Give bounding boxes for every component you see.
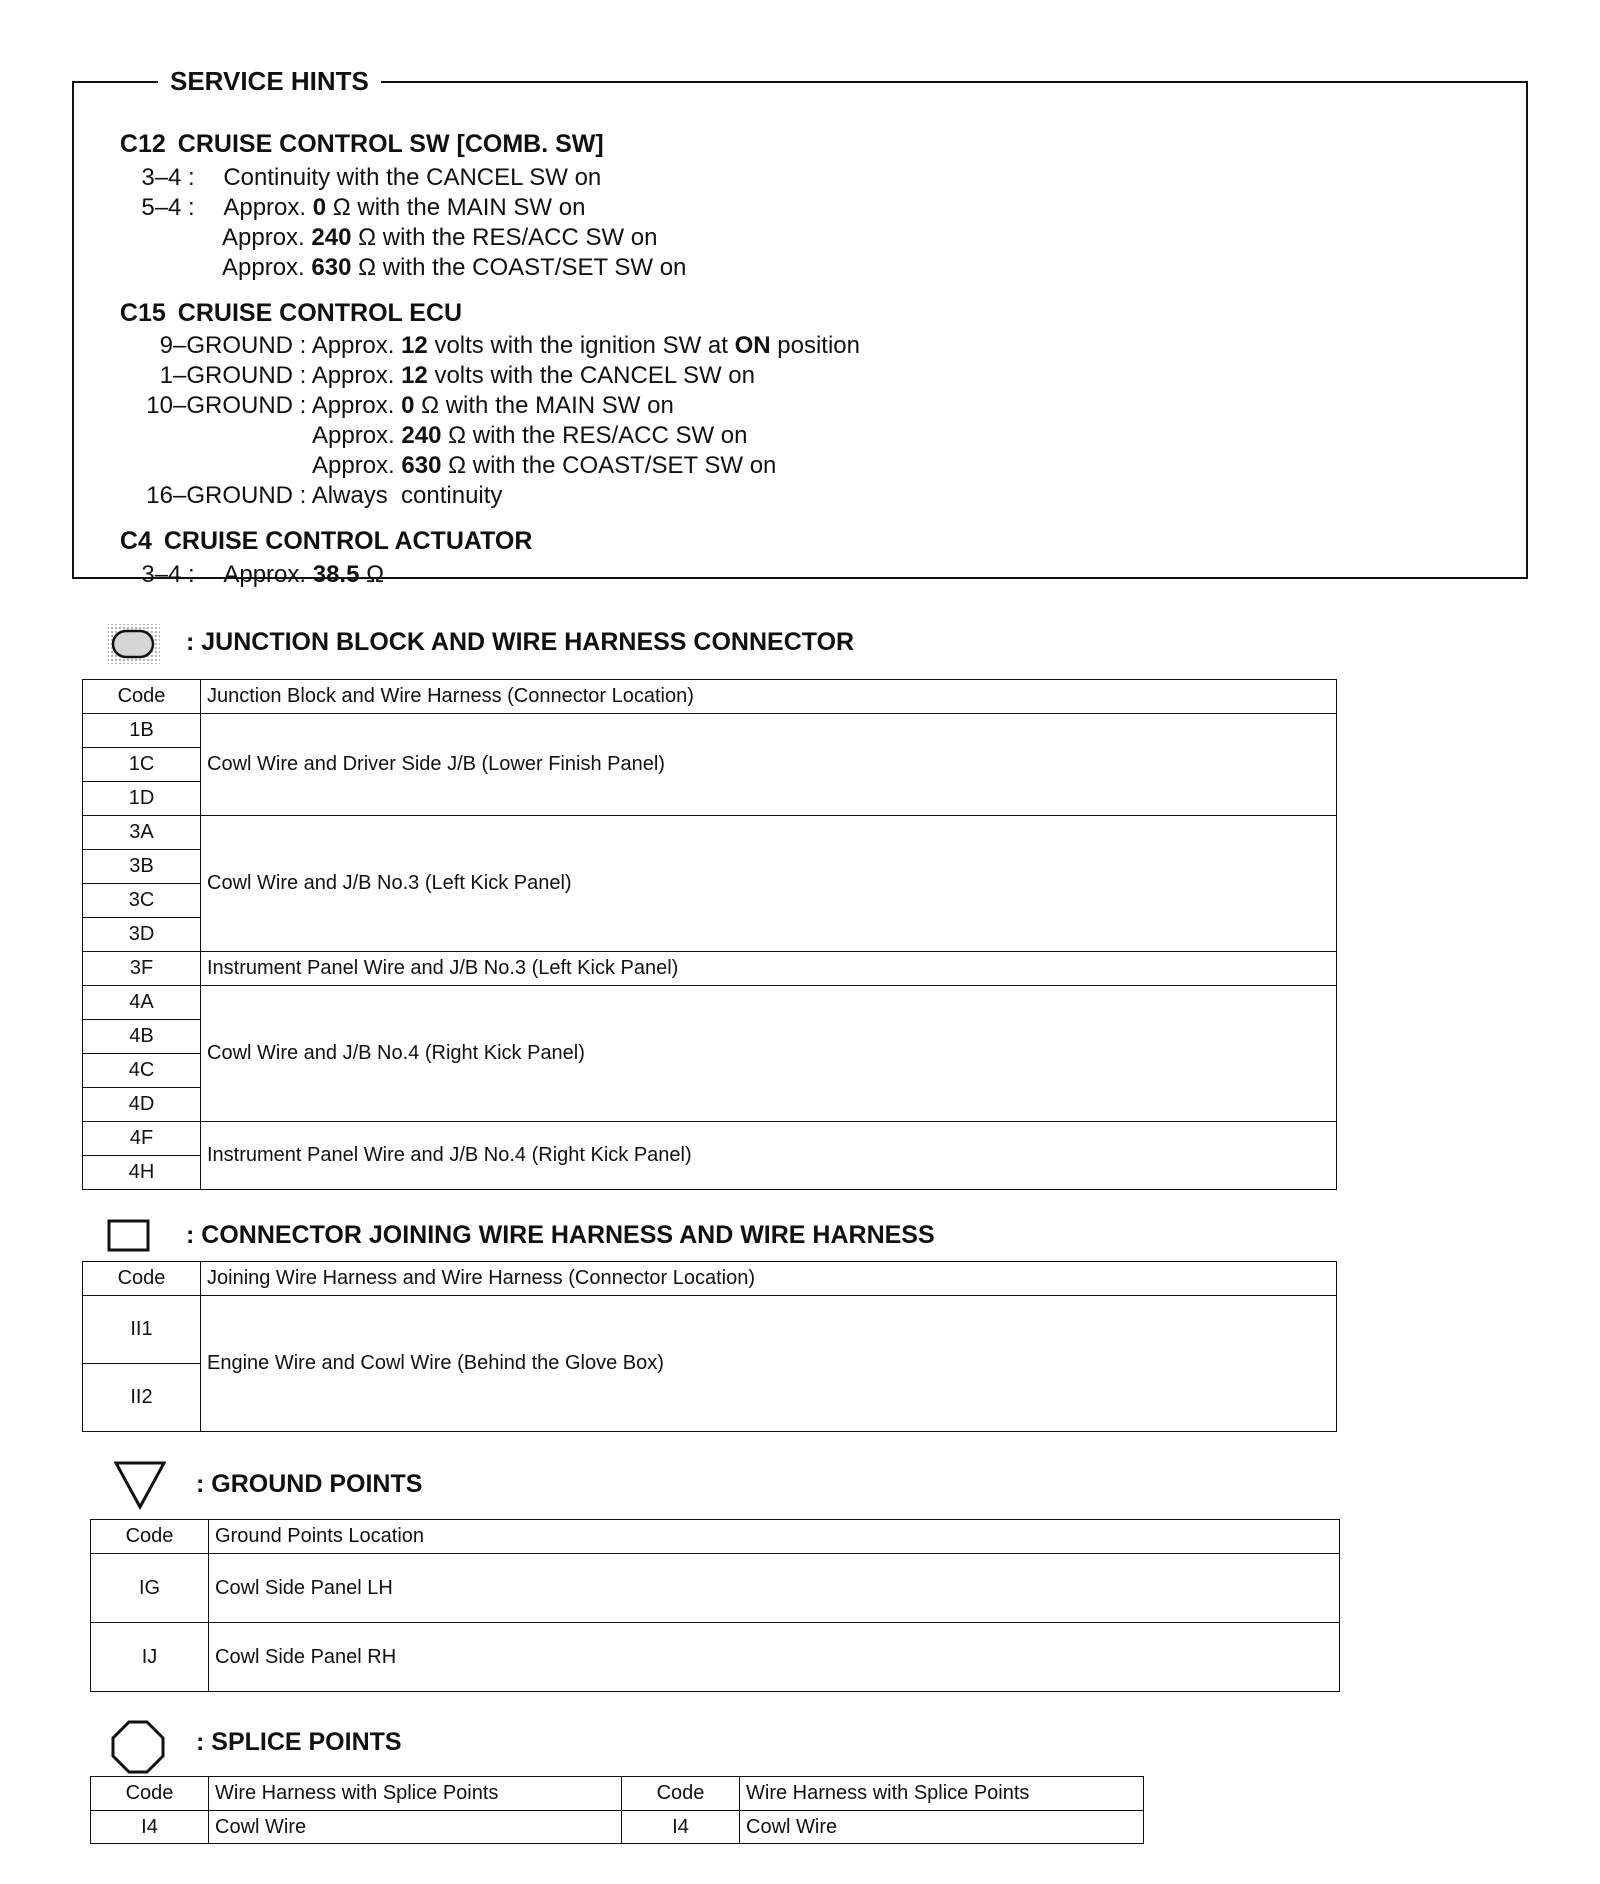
table-row: 4D: [83, 1088, 1337, 1122]
table-row: 3A Cowl Wire and J/B No.3 (Left Kick Panel): [83, 816, 1337, 850]
table-row: 4A Cowl Wire and J/B No.4 (Right Kick Panel): [83, 986, 1337, 1020]
table-row: 4C: [83, 1054, 1337, 1088]
table-row: 1C: [83, 748, 1337, 782]
hint-line: 3–4 : Approx. 38.5 Ω: [141, 561, 385, 588]
ground-points-table: [90, 1519, 1340, 1692]
junction-block-table: [82, 679, 1337, 1190]
table-header-row: Code Joining Wire Harness and Wire Harness (Connector Location): [83, 1262, 1337, 1296]
table-row: 1B Cowl Wire and Driver Side J/B (Lower Finish Panel): [83, 714, 1337, 748]
section-heading-c12: C12 CRUISE CONTROL SW [COMB. SW]: [119, 130, 604, 158]
hint-line: 16–GROUND : Always continuity: [146, 482, 503, 509]
hint-line: Approx. 630 Ω with the COAST/SET SW on: [312, 452, 777, 479]
splice-points-heading: : SPLICE POINTS: [196, 1728, 402, 1756]
service-hints-title: SERVICE HINTS: [158, 66, 381, 96]
table-row: 4H: [83, 1156, 1337, 1190]
table-row: 4B: [83, 1020, 1337, 1054]
table-header-row: Code Wire Harness with Splice Points Code Wire Harness with Splice Points: [91, 1777, 1144, 1811]
connector-joining-table: [82, 1261, 1337, 1432]
splice-octagon-icon: [110, 1719, 166, 1775]
section-heading-c15: C15 CRUISE CONTROL ECU: [119, 299, 463, 327]
table-header-row: [83, 680, 1337, 714]
table-row: I4 Cowl Wire I4 Cowl Wire: [91, 1811, 1144, 1844]
table-row: 3B: [83, 850, 1337, 884]
hint-line: 3–4 : Continuity with the CANCEL SW on: [141, 164, 602, 191]
hint-line: Approx. 240 Ω with the RES/ACC SW on: [222, 224, 658, 251]
hint-line: 9–GROUND : Approx. 12 volts with the ignition SW at ON position: [159, 332, 860, 359]
table-row: 3F Instrument Panel Wire and J/B No.3 (Left Kick Panel): [83, 952, 1337, 986]
connector-square-icon: [106, 1218, 152, 1254]
table-row: IJ Cowl Side Panel RH: [91, 1623, 1340, 1692]
table-row: 4F Instrument Panel Wire and J/B No.4 (Right Kick Panel): [83, 1122, 1337, 1156]
table-row: 1D: [83, 782, 1337, 816]
ground-points-heading: : GROUND POINTS: [196, 1470, 423, 1498]
hint-line: 1–GROUND : Approx. 12 volts with the CANCEL SW on: [159, 362, 756, 389]
table-row: IG Cowl Side Panel LH: [91, 1554, 1340, 1623]
ground-triangle-icon: [112, 1459, 168, 1511]
hint-line: Approx. 240 Ω with the RES/ACC SW on: [312, 422, 748, 449]
junction-block-icon: [106, 622, 162, 666]
table-row: II1 Engine Wire and Cowl Wire (Behind the Glove Box): [83, 1296, 1337, 1364]
connector-joining-heading: : CONNECTOR JOINING WIRE HARNESS AND WIRE HARNESS: [186, 1221, 935, 1249]
table-row: 3C: [83, 884, 1337, 918]
splice-points-table: [90, 1776, 1144, 1844]
header-code: Code: [83, 680, 201, 714]
header-desc: Junction Block and Wire Harness (Connector Location): [201, 680, 1337, 714]
hint-line: Approx. 630 Ω with the COAST/SET SW on: [222, 254, 687, 281]
hint-line: 10–GROUND : Approx. 0 Ω with the MAIN SW on: [146, 392, 674, 419]
table-row: II2: [83, 1364, 1337, 1432]
section-heading-c4: C4 CRUISE CONTROL ACTUATOR: [119, 527, 533, 555]
junction-block-heading: : JUNCTION BLOCK AND WIRE HARNESS CONNECTOR: [186, 628, 855, 656]
table-header-row: Code Ground Points Location: [91, 1520, 1340, 1554]
table-row: 3D: [83, 918, 1337, 952]
hint-line: 5–4 : Approx. 0 Ω with the MAIN SW on: [141, 194, 586, 221]
